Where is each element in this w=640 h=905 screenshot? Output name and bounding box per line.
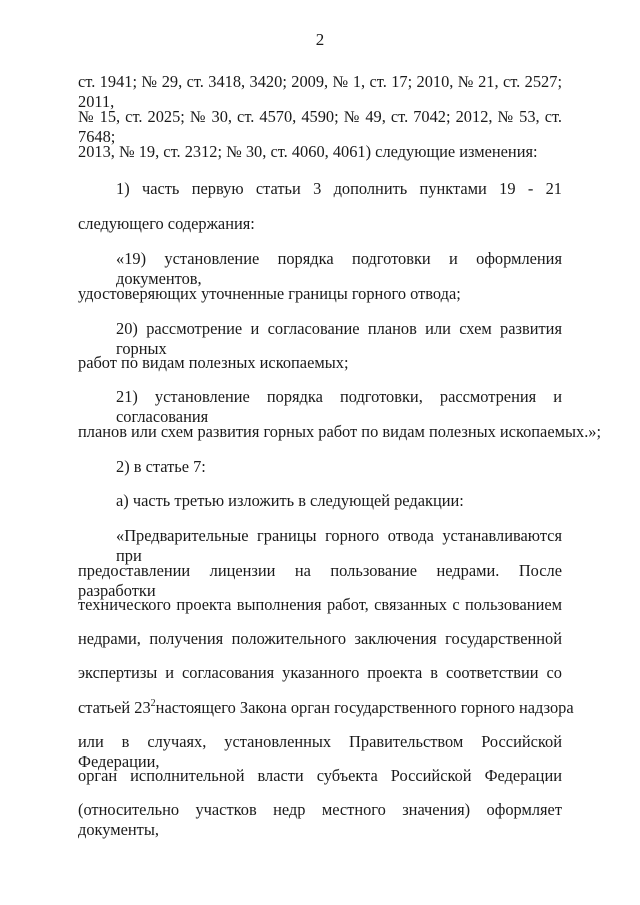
text-line: 20) рассмотрение и согласование планов или схем развития горных (116, 319, 562, 358)
text-fragment: настоящего Закона орган государственного горного надзора (155, 698, 574, 717)
text-line: «19) установление порядка подготовки и оформления документов, (116, 249, 562, 288)
page-number: 2 (315, 30, 325, 49)
text-line: экспертизы и согласования указанного проекта в соответствии со (78, 663, 562, 682)
text-line: 1) часть первую статьи 3 дополнить пунктами 19 - 21 (116, 179, 562, 198)
text-line: следующего содержания: (78, 214, 255, 233)
text-line: 2) в статье 7: (116, 457, 206, 476)
text-line: ст. 1941; № 29, ст. 3418, 3420; 2009, № 1, ст. 17; 2010, № 21, ст. 2527; 2011, (78, 72, 562, 111)
text-line: недрами, получения положительного заключения государственной (78, 629, 562, 648)
text-line: планов или схем развития горных работ по видам полезных ископаемых.»; (78, 422, 602, 441)
text-line: № 15, ст. 2025; № 30, ст. 4570, 4590; № 49, ст. 7042; 2012, № 53, ст. 7648; (78, 107, 562, 146)
text-line: а) часть третью изложить в следующей редакции: (116, 491, 464, 510)
text-line: удостоверяющих уточненные границы горного отвода; (78, 284, 461, 303)
text-fragment: статьей $23^2$ (78, 698, 156, 717)
text-line-with-superscript (78, 698, 574, 718)
text-line: технического проекта выполнения работ, связанных с пользованием (78, 595, 562, 614)
superscript: 2 (150, 698, 156, 709)
text-line: 21) установление порядка подготовки, рассмотрения и согласования (116, 387, 562, 426)
text-line: или в случаях, установленных Правительством Российской Федерации, (78, 732, 562, 771)
text-line: предоставлении лицензии на пользование недрами. После разработки (78, 561, 562, 600)
text-line: орган исполнительной власти субъекта Российской Федерации (78, 766, 562, 785)
text-line: «Предварительные границы горного отвода устанавливаются при (116, 526, 562, 565)
text-line: (относительно участков недр местного значения) оформляет документы, (78, 800, 562, 839)
text-line: работ по видам полезных ископаемых; (78, 353, 349, 372)
text-line: 2013, № 19, ст. 2312; № 30, ст. 4060, 4061) следующие изменения: (78, 142, 538, 161)
